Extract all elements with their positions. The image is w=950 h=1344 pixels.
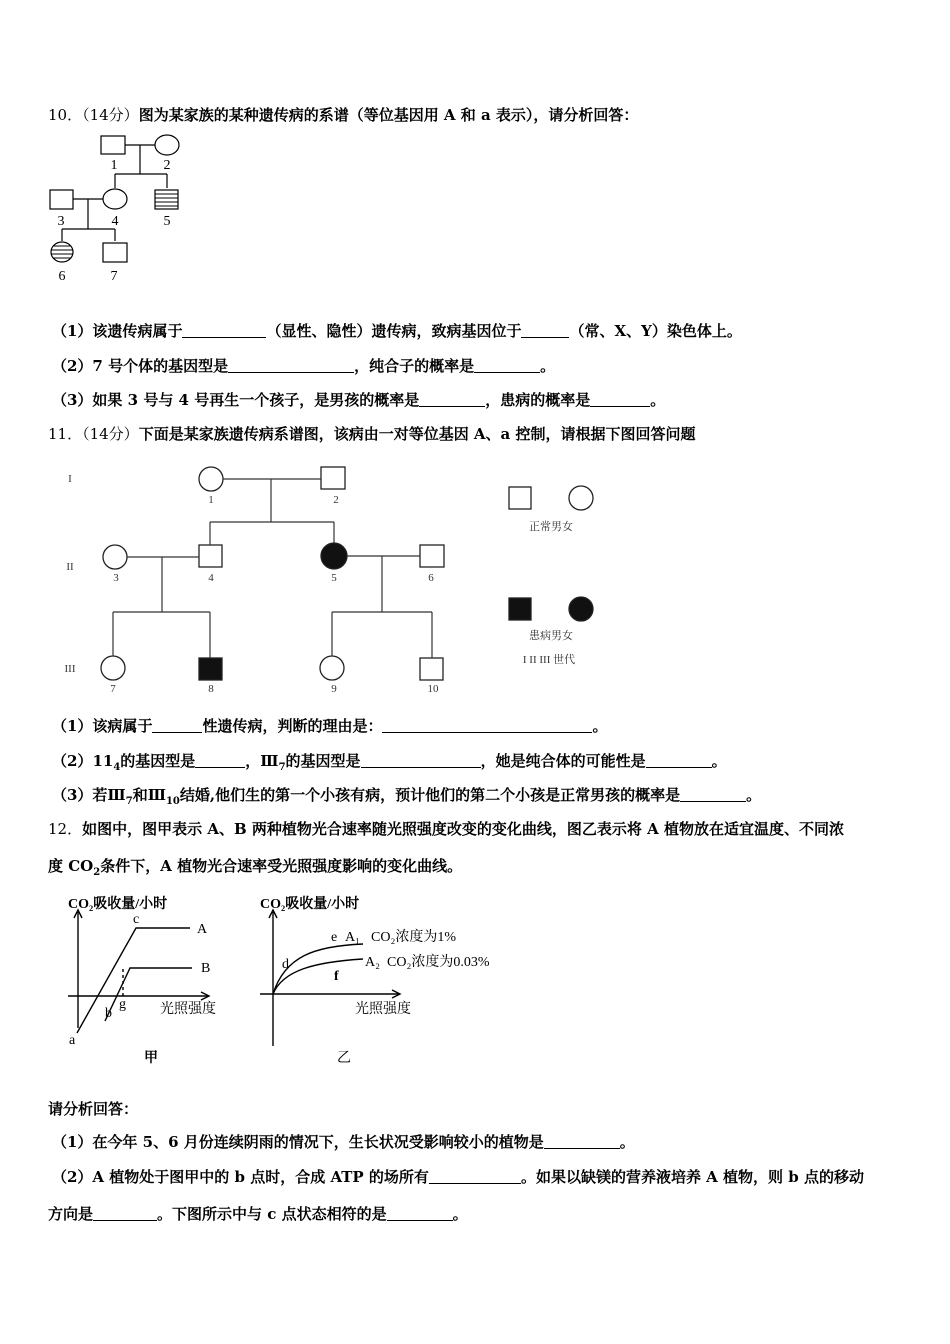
q12-blank-3[interactable]	[93, 1206, 157, 1221]
q11-label-2: 2	[333, 494, 339, 506]
q10-label-4: 4	[111, 214, 119, 229]
chart-jia-curve-A	[77, 928, 190, 1033]
q11-label-5: 5	[331, 572, 337, 584]
q10-blank-4[interactable]	[474, 358, 540, 373]
q10-score: （14分）	[82, 106, 139, 124]
chart-jia-point-c: c	[133, 912, 140, 927]
q11-label-3: 3	[113, 572, 119, 584]
q10-blank-3[interactable]	[228, 358, 354, 373]
q10-sub1: （1）该遗传病属于 （显性、隐性）遗传病，致病基因位于 （常、X、Y）染色体上。	[52, 322, 742, 340]
q11-gen-II: II	[66, 561, 74, 573]
q11-individual-2	[321, 467, 345, 489]
q11-label-8: 8	[208, 683, 214, 695]
q11-sub3: （3）若$Ⅲ_7$和$Ⅲ_{10}$结婚,他们生的第一个小孩有病，预计他们的第二个小孩是正常男孩的概率是 。	[52, 786, 762, 807]
q12-blank-4[interactable]	[387, 1206, 453, 1221]
chart-jia-point-g: g	[119, 997, 126, 1012]
q12-blank-2[interactable]	[429, 1169, 521, 1184]
chart-jia-ylabel: CO₂吸收量/小时	[68, 897, 168, 912]
q10-blank-5[interactable]	[419, 392, 485, 407]
q11-sub2: $(2)11_4$的基因型是 ，$Ⅲ_7$的基因型是 ，她是纯合体的可能性是 。	[52, 752, 727, 773]
legend-normal-female	[569, 486, 593, 510]
q11-blank-3[interactable]	[195, 753, 245, 768]
q11-blank-2[interactable]	[382, 718, 592, 733]
q10-individual-3	[50, 190, 73, 209]
q11-stem-text: 下面是某家族遗传病系谱图，该病由一对等位基因 A、a 控制，请根据下图回答问题	[138, 425, 696, 443]
q12-blank-1[interactable]	[544, 1134, 620, 1149]
q10-stem-text: 图为某家族的某种遗传病的系谱（等位基因用 A 和 a 表示），请分析回答：	[138, 106, 639, 124]
q10-number: 10．	[48, 106, 83, 124]
q11-individual-10	[420, 658, 443, 680]
q11-label-10: 10	[427, 683, 439, 695]
q12-number: 12．	[48, 820, 83, 838]
q10-individual-1	[101, 136, 125, 154]
q11-gen-III: III	[64, 663, 76, 675]
q10-individual-7	[103, 243, 127, 262]
chart-yi-point-e: e	[331, 930, 338, 945]
q11-gen-I: I	[68, 473, 72, 485]
q11-score: （14分）	[82, 425, 139, 443]
q11-individual-4	[199, 545, 222, 567]
q11-label-6: 6	[428, 572, 434, 584]
q11-individual-3	[103, 545, 127, 569]
q11-number: 11．	[48, 425, 83, 443]
chart-yi-name: 乙	[337, 1051, 351, 1066]
legend-generation-text: I II III 世代	[522, 654, 576, 666]
q11-blank-6[interactable]	[680, 787, 746, 802]
q10-label-6: 6	[58, 269, 66, 284]
legend-normal-text: 正常男女	[529, 521, 573, 533]
q10-label-2: 2	[163, 158, 171, 173]
legend-affected-female	[569, 597, 593, 621]
q10-individual-6	[51, 242, 73, 262]
chart-yi-curve-A1-label: A₁	[345, 930, 360, 945]
q11-individual-7	[101, 656, 125, 680]
q11-label-4: 4	[208, 572, 214, 584]
chart-yi-curve-A1-note: CO₂浓度为1%	[371, 930, 456, 945]
legend-affected-male	[509, 598, 531, 620]
q10-sub3: （3）如果 3 号与 4 号再生一个孩子，是男孩的概率是 ，患病的概率是 。	[52, 391, 666, 409]
q12-sub2-line1: （2）A 植物处于图甲中的 b 点时，合成 ATP 的场所有 。如果以缺镁的营养液培养 A 植物，则 b 点的移动	[52, 1168, 864, 1186]
chart-yi-ylabel: CO₂吸收量/小时	[260, 897, 360, 912]
q10-blank-2[interactable]	[521, 323, 569, 338]
chart-yi-point-d: d	[282, 957, 289, 972]
q11-label-7: 7	[110, 683, 116, 695]
q11-blank-1[interactable]	[152, 718, 202, 733]
q11-individual-1	[199, 467, 223, 491]
chart-yi-point-f: f	[334, 969, 339, 984]
chart-jia	[60, 888, 250, 1068]
chart-jia-point-a: a	[69, 1033, 76, 1048]
q10-blank-6[interactable]	[590, 392, 650, 407]
q10-label-3: 3	[57, 214, 65, 229]
q11-label-1: 1	[208, 494, 214, 506]
q12-sub1: （1）在今年 5、6 月份连续阴雨的情况下，生长状况受影响较小的植物是 。	[52, 1133, 635, 1151]
q12-stem-line1: 12．如图中，图甲表示 A、B 两种植物光合速率随光照强度改变的变化曲线，图乙表示将 A 植物放在适宜温度、不同浓	[48, 820, 844, 838]
q10-individual-2	[155, 135, 179, 155]
chart-yi-curve-A2-label: A₂	[365, 955, 380, 970]
chart-yi	[255, 888, 535, 1068]
q11-pedigree	[0, 450, 640, 702]
q10-sub2: （2）7 号个体的基因型是 ，纯合子的概率是 。	[52, 357, 556, 375]
q11-individual-9	[320, 656, 344, 680]
q10-blank-1[interactable]	[182, 323, 266, 338]
q10-individual-4	[103, 189, 127, 209]
chart-jia-curve-A-label: A	[197, 922, 208, 937]
legend-normal-male	[509, 487, 531, 509]
q10-label-7: 7	[110, 269, 118, 284]
legend-affected-text: 患病男女	[529, 630, 573, 642]
chart-jia-point-b: b	[105, 1006, 112, 1021]
chart-jia-curve-B-label: B	[201, 961, 211, 976]
q10-label-5: 5	[163, 214, 171, 229]
q12-stem-line2: 度 $CO_2$条件下，A 植物光合速率受光照强度影响的变化曲线。	[48, 857, 463, 878]
q11-sub1: （1）该病属于 性遗传病，判断的理由是： 。	[52, 717, 608, 735]
q10-stem	[48, 104, 638, 125]
q12-sub2-line2: 方向是 。下图所示中与 c 点状态相符的是 。	[48, 1205, 468, 1223]
q11-label-9: 9	[331, 683, 337, 695]
q11-individual-5	[321, 543, 347, 569]
q10-label-1: 1	[110, 158, 118, 173]
chart-yi-xlabel: 光照强度	[355, 1002, 411, 1017]
chart-jia-xlabel: 光照强度	[160, 1002, 216, 1017]
chart-yi-curve-A2-note: CO₂浓度为0.03%	[387, 955, 490, 970]
q11-blank-4[interactable]	[361, 753, 481, 768]
q11-stem	[48, 423, 696, 444]
q12-prompt: 请分析回答：	[48, 1100, 139, 1118]
q11-individual-8	[199, 658, 222, 680]
chart-jia-name: 甲	[144, 1051, 158, 1066]
q11-individual-6	[420, 545, 444, 567]
q10-pedigree	[40, 128, 200, 288]
q11-blank-5[interactable]	[646, 753, 712, 768]
